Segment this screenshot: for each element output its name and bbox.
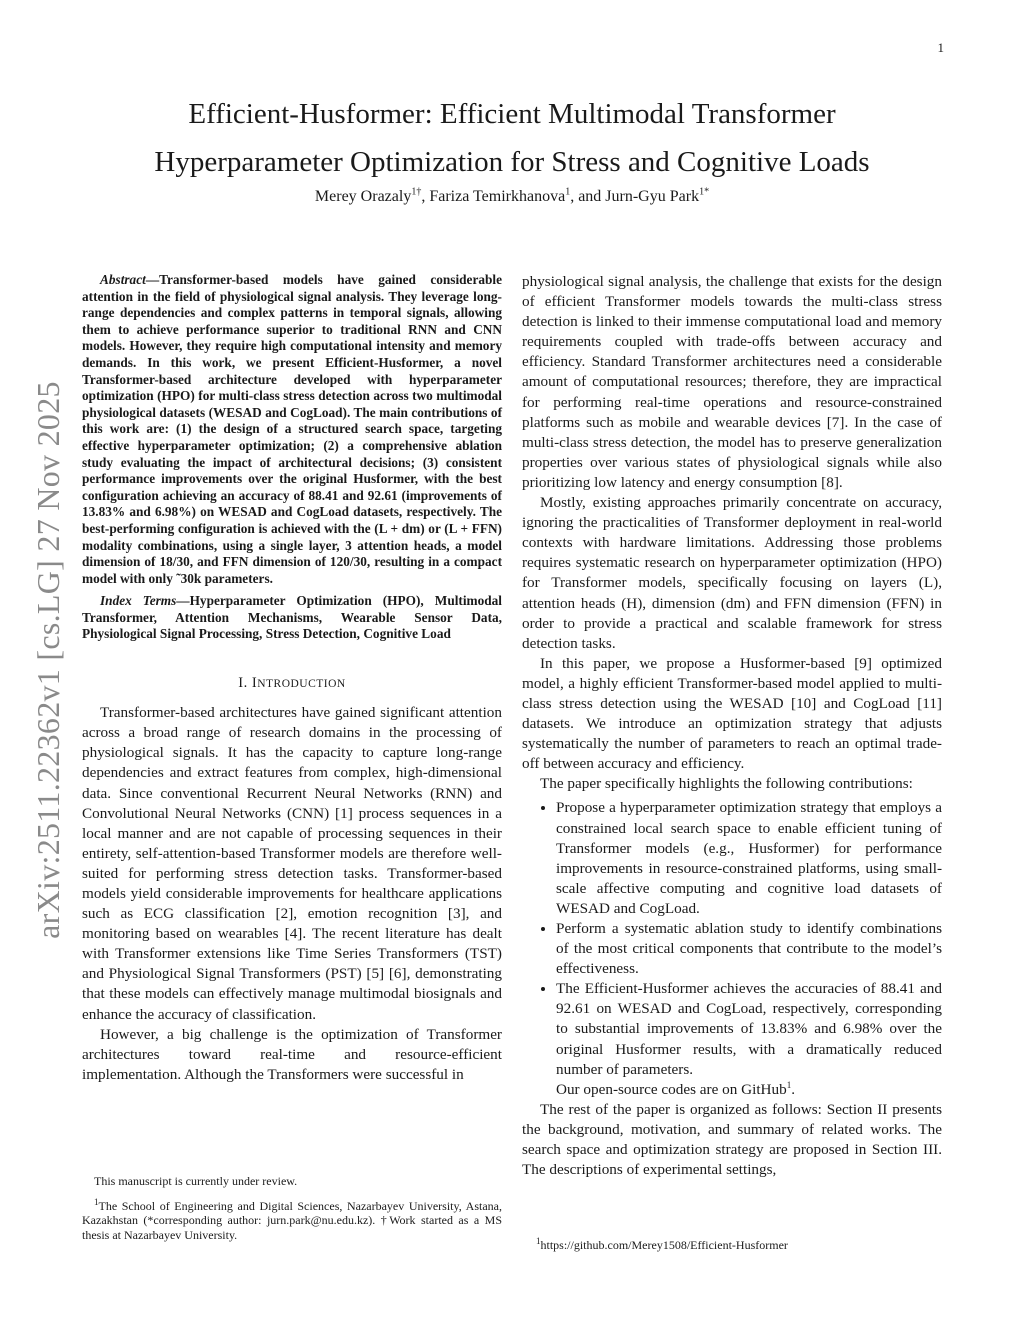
list-item: • Perform a systematic ablation study to identify combinations of the most critical components that contribute to the model’s effectiveness. bbox=[556, 919, 942, 979]
index-terms bbox=[82, 593, 502, 643]
github-url: https://github.com/Merey1508/Efficient-Husformer bbox=[540, 1238, 788, 1252]
author-list bbox=[100, 188, 924, 206]
section-numeral: I. bbox=[238, 675, 252, 692]
index-terms-label: Index Terms bbox=[100, 593, 177, 609]
title-line-1: Efficient-Husformer: Efficient Multimodal Transformer bbox=[188, 98, 836, 130]
right-column bbox=[522, 272, 942, 1180]
body-paragraph: Mostly, existing approaches primarily concentrate on accuracy, ignoring the practicalities of Transformer deployment in real-world contexts with hardware limitations. Addressing those problems requires systematic research on hyperparameter optimization (HPO) for Transformer models, specifically focusing on layers (L), attention heads (H), dimension (dm) and FFN dimension (FFN) in order to provide a practical and scalable framework for stress detection tasks. bbox=[522, 494, 942, 652]
footnote-mark: 1 bbox=[536, 1236, 541, 1246]
paper-title bbox=[100, 90, 924, 186]
footnote-affiliation bbox=[82, 1196, 502, 1243]
github-note-end: . bbox=[791, 1080, 795, 1098]
abstract bbox=[82, 272, 502, 587]
index-terms-text: —Hyperparameter Optimization (HPO), Multimodal Transformer, Attention Mechanisms, Wearable Sensor Data, Physiological Signal Processing, Stress Detection, Cognitive Load bbox=[82, 593, 502, 642]
page-number: 1 bbox=[937, 40, 944, 55]
footnote-mark: 1 bbox=[94, 1196, 99, 1207]
body-paragraph: In this paper, we propose a Husformer-based [9] optimized model, a highly efficient Transformer-based model applied to multi-class stress detection using the WESAD [10] and CogLoad [11] datasets. We introduce an optimization strategy that adjusts systematically the number of parameters to reach an optimal trade-off between accuracy and efficiency. bbox=[522, 654, 942, 773]
left-column bbox=[82, 272, 502, 1085]
footnote-review: This manuscript is currently under review. bbox=[94, 1174, 298, 1188]
footnote-affiliation-text: The School of Engineering and Digital Sciences, Nazarbayev University, Astana, Kazakhstan (*corresponding author: jurn.park@nu.edu.kz). †Work started as a MS thesis at Nazarbayev University. bbox=[82, 1198, 502, 1242]
footnotes-left bbox=[82, 1174, 502, 1252]
abstract-text: —Transformer-based models have gained considerable attention in the field of physiological signal analysis. They leverage long-range dependencies and complex patterns in temporal signals, allowing them to achieve performance superior to traditional RNN and CNN models. However, they require high computational intensity and memory demands. In this work, we present Efficient-Husformer, a novel Transformer-based architecture developed with hyperparameter optimization (HPO) for multi-class stress detection across two multimodal physiological datasets (WESAD and CogLoad). The main contributions of this work are: (1) the design of a structured search space, targeting effective hyperparameter optimization; (2) a comprehensive ablation study evaluating the impact of architectural decisions; (3) consistent performance improvements over the original Husformer, with the best configuration achieving an accuracy of 88.41 and 92.61 (improvements of 13.83% and 6.98%) on WESAD and CogLoad datasets, respectively. The best-performing configuration is achieved with the (L + dm) or (L + FFN) modality combinations, using a single layer, 3 attention heads, a model dimension of 18/30, and FFN dimension of 120/30, resulting in a compact model with only ˜30k parameters. bbox=[82, 272, 502, 586]
author-name: Merey Orazaly bbox=[314, 188, 412, 205]
author-affiliation-mark: 1 bbox=[565, 186, 571, 198]
section-heading-introduction bbox=[82, 673, 502, 694]
author-separator: , bbox=[421, 188, 430, 205]
github-note bbox=[522, 1080, 942, 1100]
author-affiliation-mark: 1* bbox=[699, 186, 710, 198]
author-name: Jurn-Gyu Park bbox=[605, 188, 700, 205]
arxiv-identifier-stamp: arXiv:2511.22362v1 [cs.LG] 27 Nov 2025 bbox=[30, 381, 66, 939]
body-paragraph: physiological signal analysis, the challenge that exists for the design of efficient Transformer models towards the multi-class stress detection is linked to their immense computational load and memory requirements coupled with trade-offs between accuracy and efficiency. Standard Transformer architectures need a considerable amount of computational resources; therefore, they are impractical for performing real-time operations and resource-constrained platforms such as mobile and wearable devices [7]. In the case of multi-class stress detection, the model has to preserve generalization properties over various states of physiological signals while also prioritizing low latency and energy consumption [8]. bbox=[522, 273, 942, 491]
author-name: Fariza Temirkhanova bbox=[429, 188, 566, 205]
footnote-mark: 1 bbox=[786, 1079, 792, 1090]
list-item: • Propose a hyperparameter optimization strategy that employs a constrained local search space to enable efficient tuning of Transformer models (e.g., Husformer) for performance improvements in resource-constrained platforms, using small-scale affective computing and cognitive load datasets of WESAD and CogLoad. bbox=[556, 798, 942, 919]
section-title-initial: I bbox=[251, 675, 258, 692]
footnote-github bbox=[536, 1238, 788, 1253]
body-paragraph: However, a big challenge is the optimization of Transformer architectures toward real-time and resource-efficient implementation. Although the Transformers were successful in bbox=[82, 1025, 502, 1083]
contributions-list bbox=[522, 798, 942, 1079]
body-paragraph: The paper specifically highlights the following contributions: bbox=[540, 775, 913, 793]
author-affiliation-mark: 1† bbox=[411, 186, 422, 198]
body-paragraph: Transformer-based architectures have gained significant attention across a broad range of research domains in the processing of physiological signals. It has the capacity to capture long-range dependencies and extract features from complex, high-dimensional data. Since conventional Recurrent Neural Networks (RNN) and Convolutional Neural Networks (CNN) [1] process sequences in a local manner and are not capable of processing sequences in their entirety, self-attention-based Transformer models are therefore well-suited for performing stress detection tasks. Transformer-based models yield considerable improvements for healthcare applications such as ECG classification [2], emotion recognition [3], and monitoring based on wearables [4]. The recent literature has dealt with Transformer extensions like Time Series Transformers (TST) and Physiological Signal Transformers (PST) [5] [6], demonstrating that these models can effectively manage multimodal biosignals and enhance the accuracy of classification. bbox=[82, 704, 502, 1023]
abstract-label: Abstract bbox=[100, 272, 146, 287]
list-item: • The Efficient-Husformer achieves the accuracies of 88.41 and 92.61 on WESAD and CogLoad, respectively, corresponding to substantial improvements of 13.83% and 6.98% over the original Husformer results, with a dramatically reduced number of parameters. bbox=[556, 979, 942, 1079]
github-note-text: Our open-source codes are on GitHub bbox=[556, 1080, 787, 1098]
body-paragraph: The rest of the paper is organized as follows: Section II presents the background, motivation, and summary of related works. The search space and optimization strategy are proposed in Section III. The descriptions of experimental settings, bbox=[522, 1100, 942, 1179]
title-line-2: Hyperparameter Optimization for Stress and Cognitive Loads bbox=[154, 146, 870, 178]
author-separator: , and bbox=[570, 188, 606, 205]
section-title-rest: NTRODUCTION bbox=[257, 678, 346, 691]
